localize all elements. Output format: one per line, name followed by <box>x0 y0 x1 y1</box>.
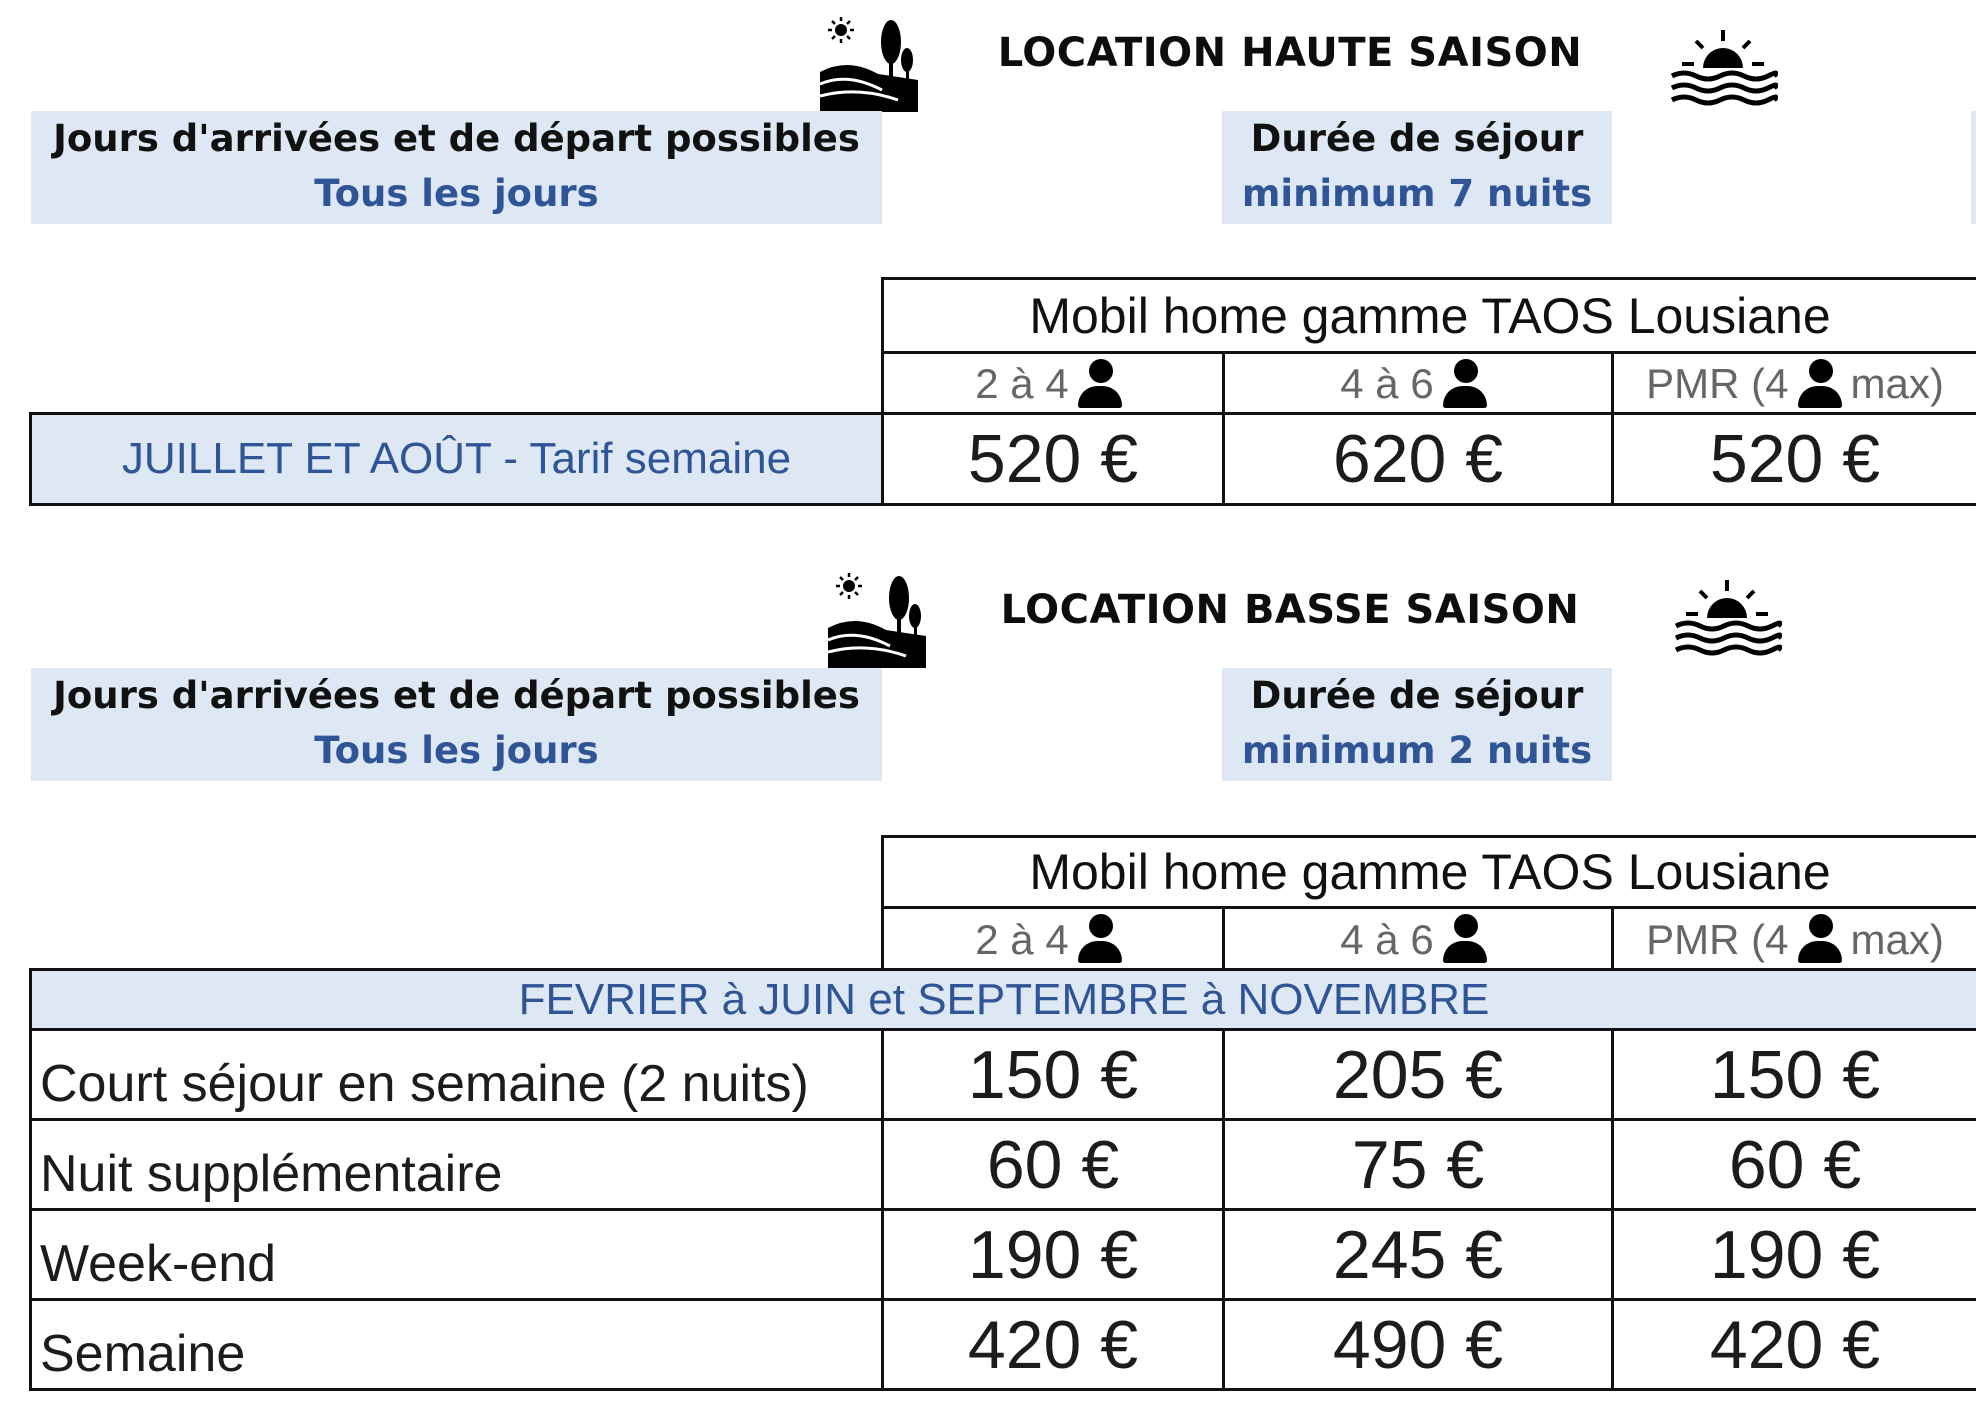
arrival-days-value: Tous les jours <box>314 729 599 772</box>
col-header-pmr: PMR (4 max) <box>1613 908 1976 970</box>
person-icon <box>1797 914 1843 964</box>
sunset-icon <box>1672 578 1782 660</box>
person-icon <box>1077 359 1123 409</box>
table-row <box>31 1120 1976 1210</box>
price-cell: 75 € <box>1224 1120 1613 1210</box>
season-band: FEVRIER à JUIN et SEPTEMBRE à NOVEMBRE <box>31 970 1976 1030</box>
page-title: LOCATION BASSE SAISON <box>1000 587 1580 633</box>
table-header: Mobil home gamme TAOS Lousiane <box>883 279 1976 353</box>
person-icon <box>1797 359 1843 409</box>
stay-duration-box <box>1222 111 1612 224</box>
price-cell: 60 € <box>1613 1120 1976 1210</box>
stay-duration-value: minimum 2 nuits <box>1241 729 1593 772</box>
price-cell: 150 € <box>1613 1030 1976 1120</box>
price-table-haute <box>29 277 1976 506</box>
right-edge-band <box>1971 111 1976 224</box>
stay-duration-label: Durée de séjour <box>1250 674 1584 717</box>
table-row <box>31 1030 1976 1120</box>
person-icon <box>1442 914 1488 964</box>
row-label: Court séjour en semaine (2 nuits) <box>31 1030 883 1120</box>
row-label: Semaine <box>31 1300 883 1390</box>
row-label: Nuit supplémentaire <box>31 1120 883 1210</box>
stay-duration-value: minimum 7 nuits <box>1241 172 1593 215</box>
landscape-icon <box>818 12 918 112</box>
price-cell: 490 € <box>1224 1300 1613 1390</box>
arrival-days-value: Tous les jours <box>314 172 599 215</box>
person-icon <box>1077 914 1123 964</box>
arrival-days-box <box>31 668 882 781</box>
price-cell: 205 € <box>1224 1030 1613 1120</box>
col-header-4-6: 4 à 6 <box>1224 353 1613 414</box>
arrival-days-label: Jours d'arrivées et de départ possibles <box>53 117 860 160</box>
col-header-pmr: PMR (4 max) <box>1613 353 1976 414</box>
arrival-days-label: Jours d'arrivées et de départ possibles <box>53 674 860 717</box>
table-header: Mobil home gamme TAOS Lousiane <box>883 837 1976 908</box>
col-header-2-4: 2 à 4 <box>883 908 1224 970</box>
price-cell: 190 € <box>1613 1210 1976 1300</box>
col-header-4-6: 4 à 6 <box>1224 908 1613 970</box>
stay-duration-label: Durée de séjour <box>1250 117 1584 160</box>
landscape-icon <box>826 568 926 668</box>
price-cell: 620 € <box>1224 414 1613 505</box>
price-cell: 520 € <box>1613 414 1976 505</box>
table-row <box>31 1300 1976 1390</box>
price-cell: 520 € <box>883 414 1224 505</box>
sunset-icon <box>1668 28 1778 110</box>
arrival-days-box <box>31 111 882 224</box>
price-table-basse <box>29 835 1976 1391</box>
price-cell: 420 € <box>883 1300 1224 1390</box>
price-cell: 245 € <box>1224 1210 1613 1300</box>
row-label: Week-end <box>31 1210 883 1300</box>
page-title: LOCATION HAUTE SAISON <box>997 30 1583 76</box>
price-cell: 60 € <box>883 1120 1224 1210</box>
row-label-juillet-aout: JUILLET ET AOÛT - Tarif semaine <box>31 414 883 505</box>
stay-duration-box <box>1222 668 1612 781</box>
price-cell: 190 € <box>883 1210 1224 1300</box>
price-cell: 420 € <box>1613 1300 1976 1390</box>
person-icon <box>1442 359 1488 409</box>
col-header-2-4: 2 à 4 <box>883 353 1224 414</box>
price-cell: 150 € <box>883 1030 1224 1120</box>
table-row <box>31 1210 1976 1300</box>
